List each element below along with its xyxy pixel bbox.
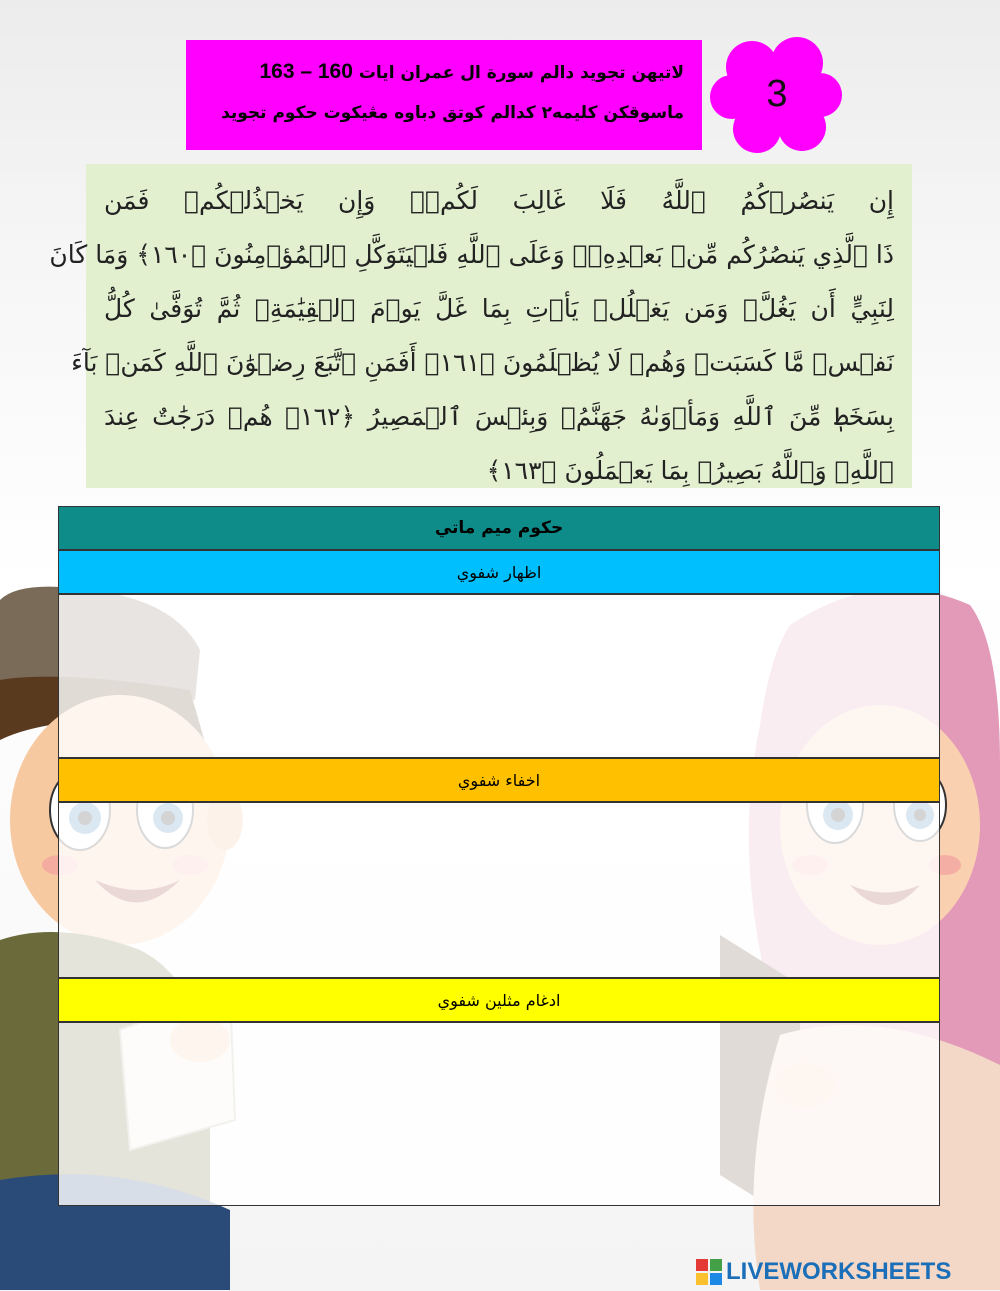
verse-range: 160 – 163 xyxy=(259,60,353,83)
logo-text: LIVEWORKSHEETS xyxy=(726,1258,952,1285)
quran-line-1: إِن يَنصُرۡكُمُ ٱللَّهُ فَلَا غَالِبَ لَكُمۡۖ وَإِن يَخۡذُلۡكُمۡ فَمَن xyxy=(104,186,894,215)
answer-area-izhar[interactable] xyxy=(58,594,940,758)
quran-line-5: بِسَخَطٖ مِّنَ ٱللَّهِ وَمَأۡوَىٰهُ جَهَنَّمُۖ وَبِئۡسَ ٱلۡمَصِيرُ ﴿١٦٢﴾ هُمۡ دَرَجَٰتٌ عِندَ xyxy=(104,402,894,431)
title-text: لاتيهن تجويد دالم سورة ال عمران ايات xyxy=(358,63,684,83)
section-header-idgham: ادغام مثلين شفوي xyxy=(58,978,940,1022)
liveworksheets-mark-icon xyxy=(696,1259,722,1285)
title-line-1 xyxy=(196,52,684,93)
number-badge xyxy=(712,35,842,153)
answer-area-ikhfa[interactable] xyxy=(58,802,940,978)
instruction-line: ماسوقكن كليمه٢ كدالم كوتق دباوه مڠيكوت حكوم تجويد xyxy=(221,103,684,123)
section-header-ikhfa: اخفاء شفوي xyxy=(58,758,940,802)
badge-number: 3 xyxy=(766,72,788,115)
liveworksheets-logo xyxy=(696,1258,996,1286)
quran-line-2: ذَا ٱلَّذِي يَنصُرُكُم مِّنۢ بَعۡدِهِۦۗ وَعَلَى ٱللَّهِ فَلۡيَتَوَكَّلِ ٱلۡمُؤۡمِنُونَ ﴿١٦٠﴾ وَمَا كَانَ xyxy=(49,240,894,269)
table-title: حكوم ميم ماتي xyxy=(58,506,940,550)
title-box xyxy=(186,40,702,150)
quran-line-6: ٱللَّهِۗ وَٱللَّهُ بَصِيرُۢ بِمَا يَعۡمَلُونَ ﴿١٦٣﴾ xyxy=(486,456,894,485)
answer-area-idgham[interactable] xyxy=(58,1022,940,1206)
quran-line-4: نَفۡسٖ مَّا كَسَبَتۡ وَهُمۡ لَا يُظۡلَمُونَ ﴿١٦١﴾ أَفَمَنِ ٱتَّبَعَ رِضۡوَٰنَ ٱللَّهِ كَمَنۢ بَآءَ xyxy=(71,348,894,377)
quran-line-3: لِنَبِيٍّ أَن يَغُلَّۚ وَمَن يَغۡلُلۡ يَأۡتِ بِمَا غَلَّ يَوۡمَ ٱلۡقِيَٰمَةِۚ ثُمَّ تُوَفَّىٰ كُلُّ xyxy=(104,294,894,323)
quran-text-panel xyxy=(49,164,912,488)
section-header-izhar: اظهار شفوي xyxy=(58,550,940,594)
